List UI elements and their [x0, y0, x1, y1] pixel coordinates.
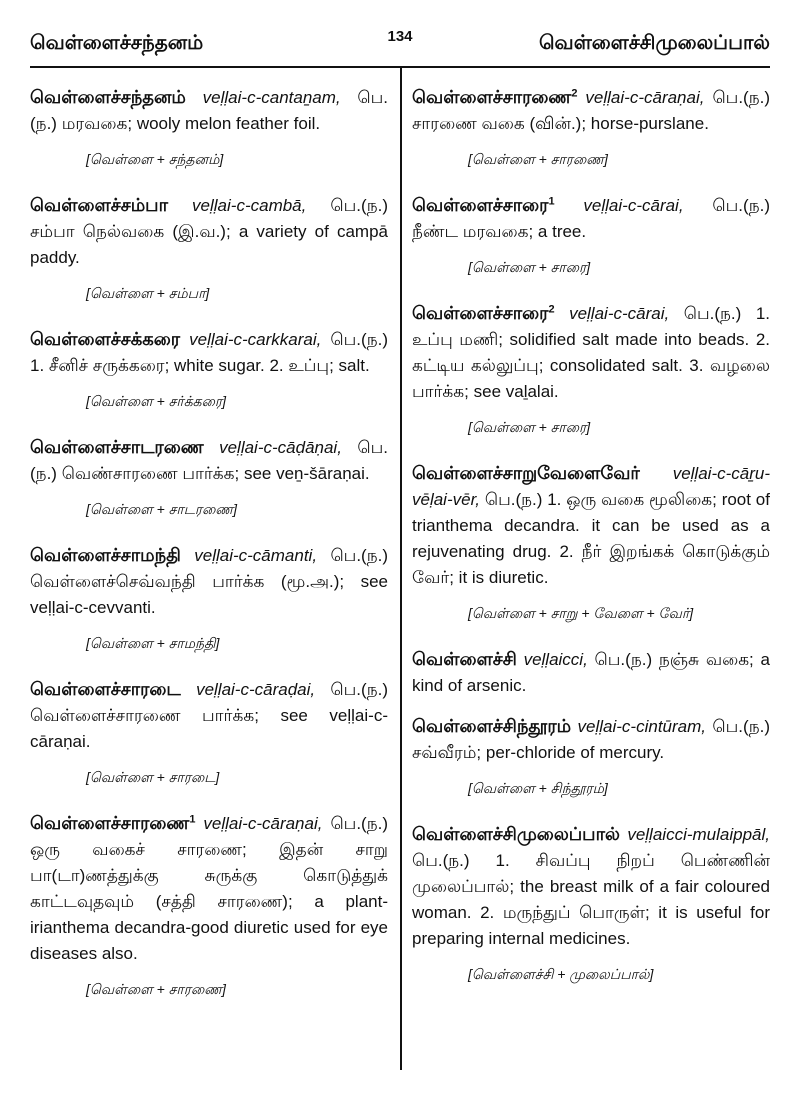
part-of-speech: பெ.(ந.) — [330, 196, 388, 215]
dictionary-entry — [412, 646, 770, 699]
entry-headword: வெள்ளைச்சி — [412, 649, 517, 669]
left-column — [30, 84, 388, 1022]
entry-definition: 1. சீனிச் சருக்கரை; white sugar. 2. உப்பு; salt. — [30, 356, 370, 375]
dictionary-entry — [412, 460, 770, 591]
page-number: 134 — [387, 28, 413, 45]
entry-etymology: [வெள்ளை + சிந்தூரம்] — [468, 780, 608, 796]
entry-headword: வெள்ளைச்சந்தனம் — [30, 87, 186, 107]
entry-definition: வெண்சாரணை பார்க்க; see veṉ-šāraṇai. — [61, 464, 370, 483]
entry-headword: வெள்ளைச்சாடரணை — [30, 437, 204, 457]
entry-etymology: [வெள்ளை + சர்க்கரை] — [86, 393, 226, 409]
entry-definition: சம்பா நெல்வகை (இ.வ.); a variety of campā paddy. — [30, 222, 388, 267]
header-left-guideword: வெள்ளைச்சந்தனம் — [30, 32, 204, 54]
entry-transliteration: veḷḷai-c-cāraḍai, — [196, 680, 316, 699]
entry-transliteration: veḷḷai-c-cārai, — [583, 196, 684, 215]
entry-headword: வெள்ளைச்சாமந்தி — [30, 545, 181, 565]
entry-definition: 1. உப்பு மணி; solidified salt made into beads. 2. கட்டிய கல்லுப்பு; consolidated salt. 3. வழலை பார்க்க; see vaḻalai. — [412, 304, 770, 401]
entry-transliteration: veḷḷai-c-cāraṇai, — [585, 88, 705, 107]
entry-transliteration: veḷḷai-c-cārai, — [569, 304, 670, 323]
entry-etymology: [வெள்ளை + சாரடை] — [86, 769, 220, 785]
dictionary-entry — [30, 192, 388, 271]
entry-transliteration: veḷḷai-c-cāṟu-vēḷai-vēr, — [412, 464, 770, 509]
entry-etymology: [வெள்ளை + சாரணை] — [468, 151, 608, 167]
entry-transliteration: veḷḷai-c-cintūram, — [577, 717, 707, 736]
right-column — [412, 84, 770, 1007]
entry-definition: சவ்வீரம்; per-chloride of mercury. — [412, 743, 665, 762]
entry-transliteration: veḷḷai-c-carkkarai, — [189, 330, 322, 349]
entry-etymology: [வெள்ளை + சாரணை] — [86, 981, 226, 997]
dictionary-entry — [412, 300, 770, 405]
part-of-speech: பெ.(ந.) — [594, 650, 653, 669]
entry-headword: வெள்ளைச்சாரணை — [412, 87, 572, 107]
dictionary-entry — [30, 84, 388, 137]
entry-headword: வெள்ளைச்சம்பா — [30, 195, 168, 215]
entry-etymology: [வெள்ளை + சாரை] — [468, 259, 591, 275]
entry-transliteration: veḷḷai-c-cāmanti, — [194, 546, 318, 565]
dictionary-entry — [30, 676, 388, 755]
entry-transliteration: veḷḷai-c-cantaṉam, — [202, 88, 341, 107]
homonym-number: 1 — [189, 813, 196, 826]
part-of-speech: பெ.(ந.) — [30, 88, 388, 133]
part-of-speech: பெ.(ந.) — [712, 196, 770, 215]
part-of-speech: பெ.(ந.) — [484, 490, 543, 509]
homonym-number: 2 — [571, 87, 578, 100]
dictionary-entry — [30, 542, 388, 621]
entry-definition: வெள்ளைச்செவ்வந்தி பார்க்க (மூ.அ.); see veḷḷai-c-cevvanti. — [30, 572, 388, 617]
part-of-speech: பெ.(ந.) — [330, 546, 388, 565]
part-of-speech: பெ.(ந.) — [712, 88, 770, 107]
homonym-number: 1 — [548, 195, 555, 208]
dictionary-entry — [412, 84, 770, 137]
part-of-speech: பெ.(ந.) — [30, 438, 388, 483]
entry-definition: நீண்ட மரவகை; a tree. — [412, 222, 587, 241]
entry-headword: வெள்ளைச்சக்கரை — [30, 329, 181, 349]
part-of-speech: பெ.(ந.) — [683, 304, 742, 323]
entry-etymology: [வெள்ளை + சாரை] — [468, 419, 591, 435]
entry-definition: ஒரு வகைச் சாரணை; இதன் சாறு பா(டா)ணத்துக்கு சுருக்கு கொடுத்துக் காட்டவுதவும் (சத்தி சாரணை); a plant-irianthema decandra-good diuretic used for eye diseases also. — [30, 840, 388, 963]
dictionary-entry — [412, 192, 770, 245]
entry-etymology: [வெள்ளை + சம்பா] — [86, 285, 210, 301]
header-right-guideword: வெள்ளைச்சிமுலைப்பால் — [538, 32, 770, 54]
entry-headword: வெள்ளைச்சாரை — [412, 195, 549, 215]
entry-definition: 1. ஒரு வகை மூலிகை; root of trianthema decandra. it can be used as a rejuvenating drug. 2. நீர் இறங்கக் கொடுக்கும் வேர்; it is diuretic. — [412, 490, 770, 587]
entry-headword: வெள்ளைச்சாரை — [412, 303, 549, 323]
column-divider — [400, 68, 402, 1070]
entry-definition: வெள்ளைச்சாரணை பார்க்க; see veḷḷai-c-cāraṇai. — [30, 706, 388, 751]
dictionary-entry — [30, 434, 388, 487]
entry-definition: மரவகை; wooly melon feather foil. — [61, 114, 321, 133]
part-of-speech: பெ.(ந.) — [712, 717, 770, 736]
part-of-speech: பெ.(ந.) — [330, 330, 388, 349]
entry-headword: வெள்ளைச்சாரடை — [30, 679, 181, 699]
entry-etymology: [வெள்ளை + சாறு + வேளை + வேர்] — [468, 605, 694, 621]
entry-transliteration: veḷḷaicci, — [523, 650, 588, 669]
entry-etymology: [வெள்ளை + சந்தனம்] — [86, 151, 224, 167]
entry-transliteration: veḷḷai-c-cambā, — [192, 196, 307, 215]
dictionary-entry — [30, 326, 388, 379]
dictionary-entry — [30, 810, 388, 967]
entry-etymology: [வெள்ளை + சாடரணை] — [86, 501, 238, 517]
entry-definition: சாரணை வகை (வின்.); horse-purslane. — [412, 114, 709, 133]
dictionary-entry — [412, 713, 770, 766]
entry-transliteration: veḷḷai-c-cāḍāṇai, — [219, 438, 342, 457]
homonym-number: 2 — [548, 303, 555, 316]
entry-transliteration: veḷḷai-c-cāraṇai, — [203, 814, 323, 833]
entry-headword: வெள்ளைச்சிமுலைப்பால் — [412, 824, 620, 844]
entry-headword: வெள்ளைச்சாறுவேளைவேர் — [412, 463, 640, 483]
part-of-speech: பெ.(ந.) — [330, 814, 388, 833]
entry-etymology: [வெள்ளைச்சி + முலைப்பால்] — [468, 966, 654, 982]
page-header — [30, 14, 770, 62]
entry-headword: வெள்ளைச்சிந்தூரம் — [412, 716, 572, 736]
entry-definition: 1. சிவப்பு நிறப் பெண்ணின் முலைப்பால்; the breast milk of a fair coloured woman. 2. மருந்துப் பொருள்; it is useful for preparing internal medicines. — [412, 851, 770, 948]
entry-transliteration: veḷḷaicci-mulaippāl, — [627, 825, 770, 844]
entry-definition: நஞ்சு வகை; a kind of arsenic. — [412, 650, 770, 695]
part-of-speech: பெ.(ந.) — [330, 680, 388, 699]
part-of-speech: பெ.(ந.) — [412, 851, 470, 870]
dictionary-entry — [412, 821, 770, 952]
entry-etymology: [வெள்ளை + சாமந்தி] — [86, 635, 220, 651]
entry-headword: வெள்ளைச்சாரணை — [30, 813, 190, 833]
